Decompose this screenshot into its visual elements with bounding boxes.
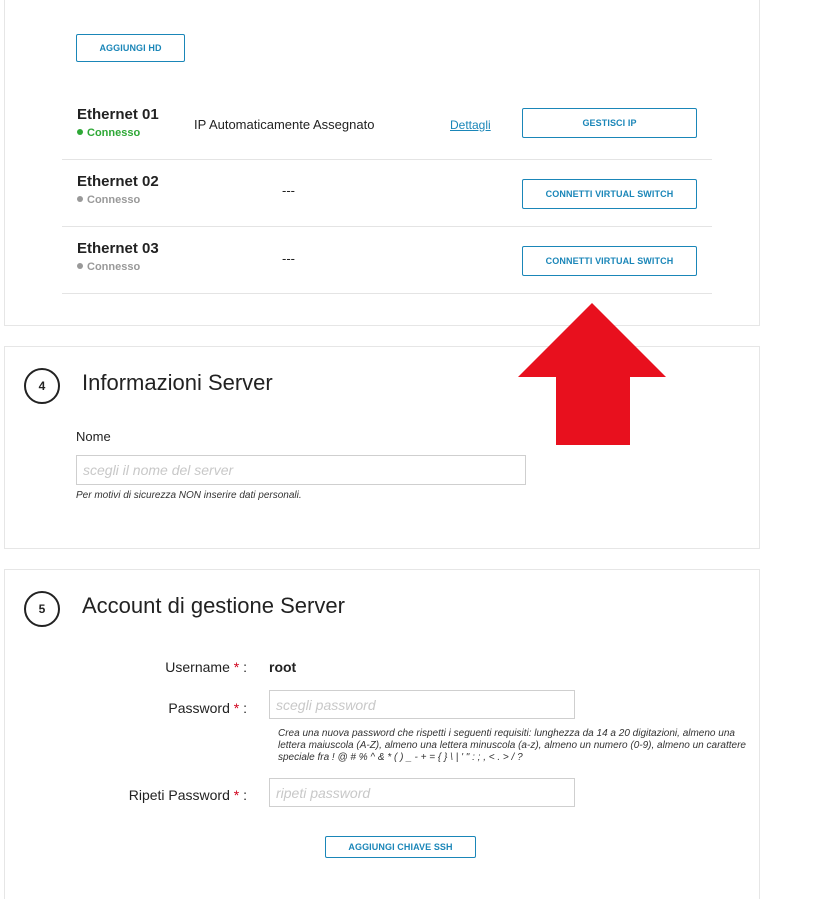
- name-hint: Per motivi di sicurezza NON inserire dati personali.: [76, 490, 302, 501]
- ethernet-name: Ethernet 01: [77, 106, 159, 123]
- ethernet-name: Ethernet 02: [77, 173, 159, 190]
- username-label: Username * :: [165, 659, 247, 675]
- server-name-input[interactable]: [76, 455, 526, 485]
- manage-ip-button[interactable]: GESTISCI IP: [522, 108, 697, 138]
- step-number: 4: [24, 368, 60, 404]
- account-panel: [4, 569, 760, 899]
- details-link[interactable]: Dettagli: [450, 118, 491, 132]
- password-label: Password * :: [168, 700, 247, 716]
- ethernet-status: Connesso: [77, 261, 140, 273]
- step-number: 5: [24, 591, 60, 627]
- red-arrow-up-icon: [518, 303, 666, 445]
- status-dot-icon: [77, 263, 83, 269]
- password-hint: Crea una nuova password che rispetti i seguenti requisiti: lunghezza da 14 a 20 digitazioni, almeno una lettera maiuscola (A-Z), almeno una lettera minuscola (a-z), almeno un numero (0-9), almeno un carattere speciale fra ! @ # % ^ & * ( ) _ - + = { } \ | ' " : ; , < . > / ?: [278, 728, 746, 763]
- ethernet-ip: ---: [282, 183, 295, 198]
- ethernet-ip: ---: [282, 251, 295, 266]
- ethernet-ip: IP Automaticamente Assegnato: [194, 117, 375, 132]
- status-dot-icon: [77, 196, 83, 202]
- section-title: Informazioni Server: [82, 370, 273, 395]
- ethernet-row-03: [62, 226, 712, 294]
- ethernet-row-02: [62, 159, 712, 227]
- password-input[interactable]: [269, 690, 575, 719]
- repeat-password-input[interactable]: [269, 778, 575, 807]
- name-label: Nome: [76, 429, 111, 444]
- repeat-password-label: Ripeti Password * :: [128, 787, 247, 803]
- connect-virtual-switch-button[interactable]: CONNETTI VIRTUAL SWITCH: [522, 179, 697, 209]
- ethernet-status: Connesso: [77, 127, 140, 139]
- status-dot-icon: [77, 129, 83, 135]
- ethernet-row-01: [62, 92, 712, 160]
- connect-virtual-switch-button[interactable]: CONNETTI VIRTUAL SWITCH: [522, 246, 697, 276]
- ethernet-status: Connesso: [77, 194, 140, 206]
- username-value: root: [269, 659, 297, 675]
- section-title: Account di gestione Server: [82, 593, 345, 618]
- add-hd-button[interactable]: AGGIUNGI HD: [76, 34, 185, 62]
- add-ssh-key-button[interactable]: AGGIUNGI CHIAVE SSH: [325, 836, 476, 858]
- network-panel: [4, 0, 760, 326]
- ethernet-name: Ethernet 03: [77, 240, 159, 257]
